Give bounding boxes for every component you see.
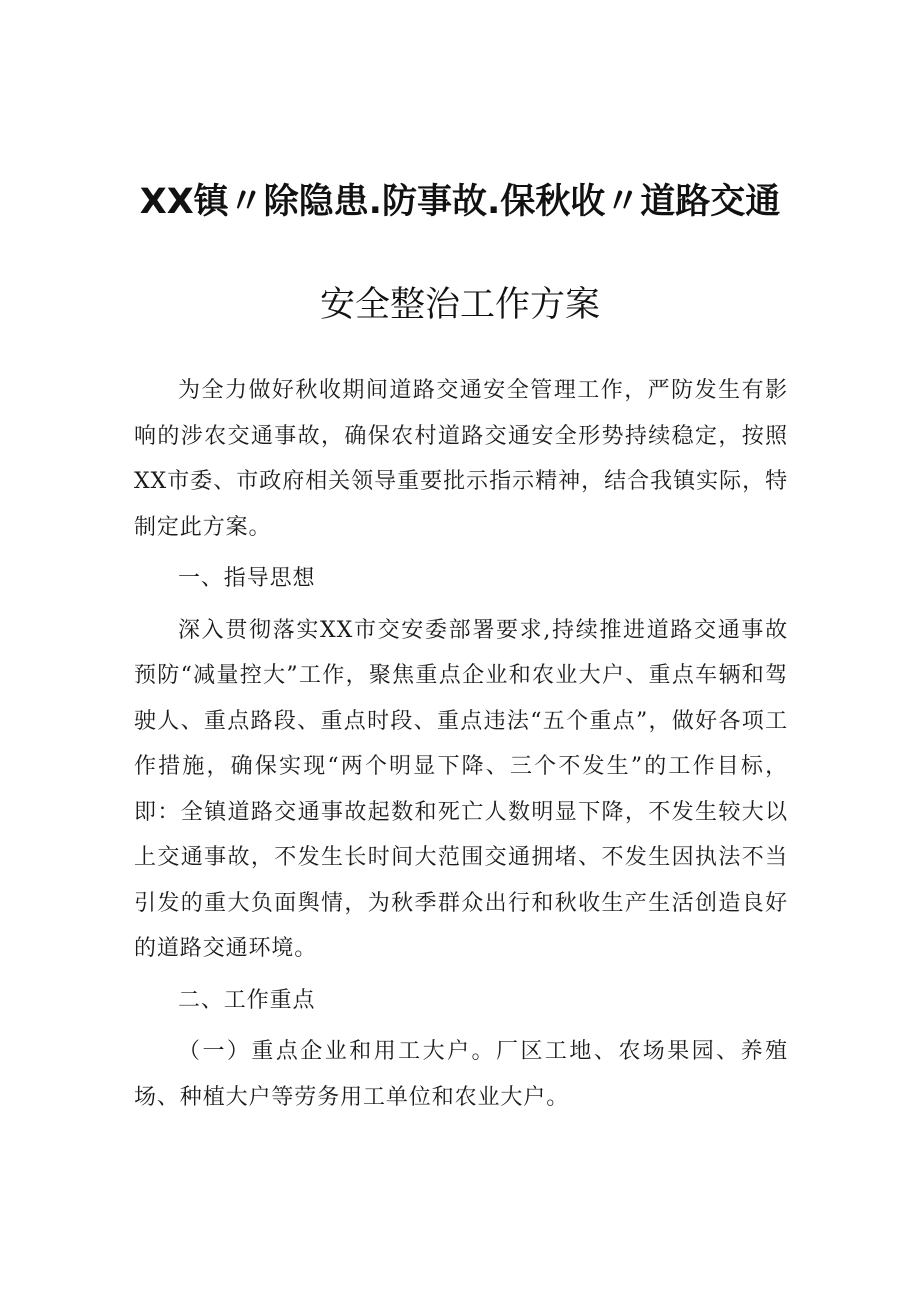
work-focus-item-1: （一）重点企业和用工大户。厂区工地、农场果园、养殖场、种植大户等劳务用工单位和农业大户。 <box>134 1039 788 1110</box>
intro-paragraph: 为全力做好秋收期间道路交通安全管理工作，严防发生有影响的涉农交通事故，确保农村道路交通安全形势持续稳定，按照XX市委、市政府相关领导重要批示指示精神，结合我镇实际，特制定此方案。 <box>134 378 788 540</box>
section-heading-guiding-ideology: 一、指导思想 <box>178 566 316 591</box>
guiding-ideology-paragraph: 深入贯彻落实XX市交安委部署要求,持续推进道路交通事故预防“减量控大”工作，聚焦重点企业和农业大户、重点车辆和驾驶人、重点路段、重点时段、重点违法“五个重点”，做好各项工作措施，确保实现“两个明显下降、三个不发生”的工作目标，即：全镇道路交通事故起数和死亡人数明显下降，不发生较大以上交通事故，不发生长时间大范围交通拥堵、不发生因执法不当引发的重大负面舆情，为秋季群众出行和秋收生产生活创造良好的道路交通环境。 <box>134 617 788 961</box>
document-title-line-2: 安全整治工作方案 <box>319 285 600 325</box>
document-body <box>134 368 788 1120</box>
document-title-line-1: XX镇〃除隐患.防事故.保秋收〃道路交通 <box>139 182 781 222</box>
section-heading-work-focus: 二、工作重点 <box>178 987 316 1013</box>
